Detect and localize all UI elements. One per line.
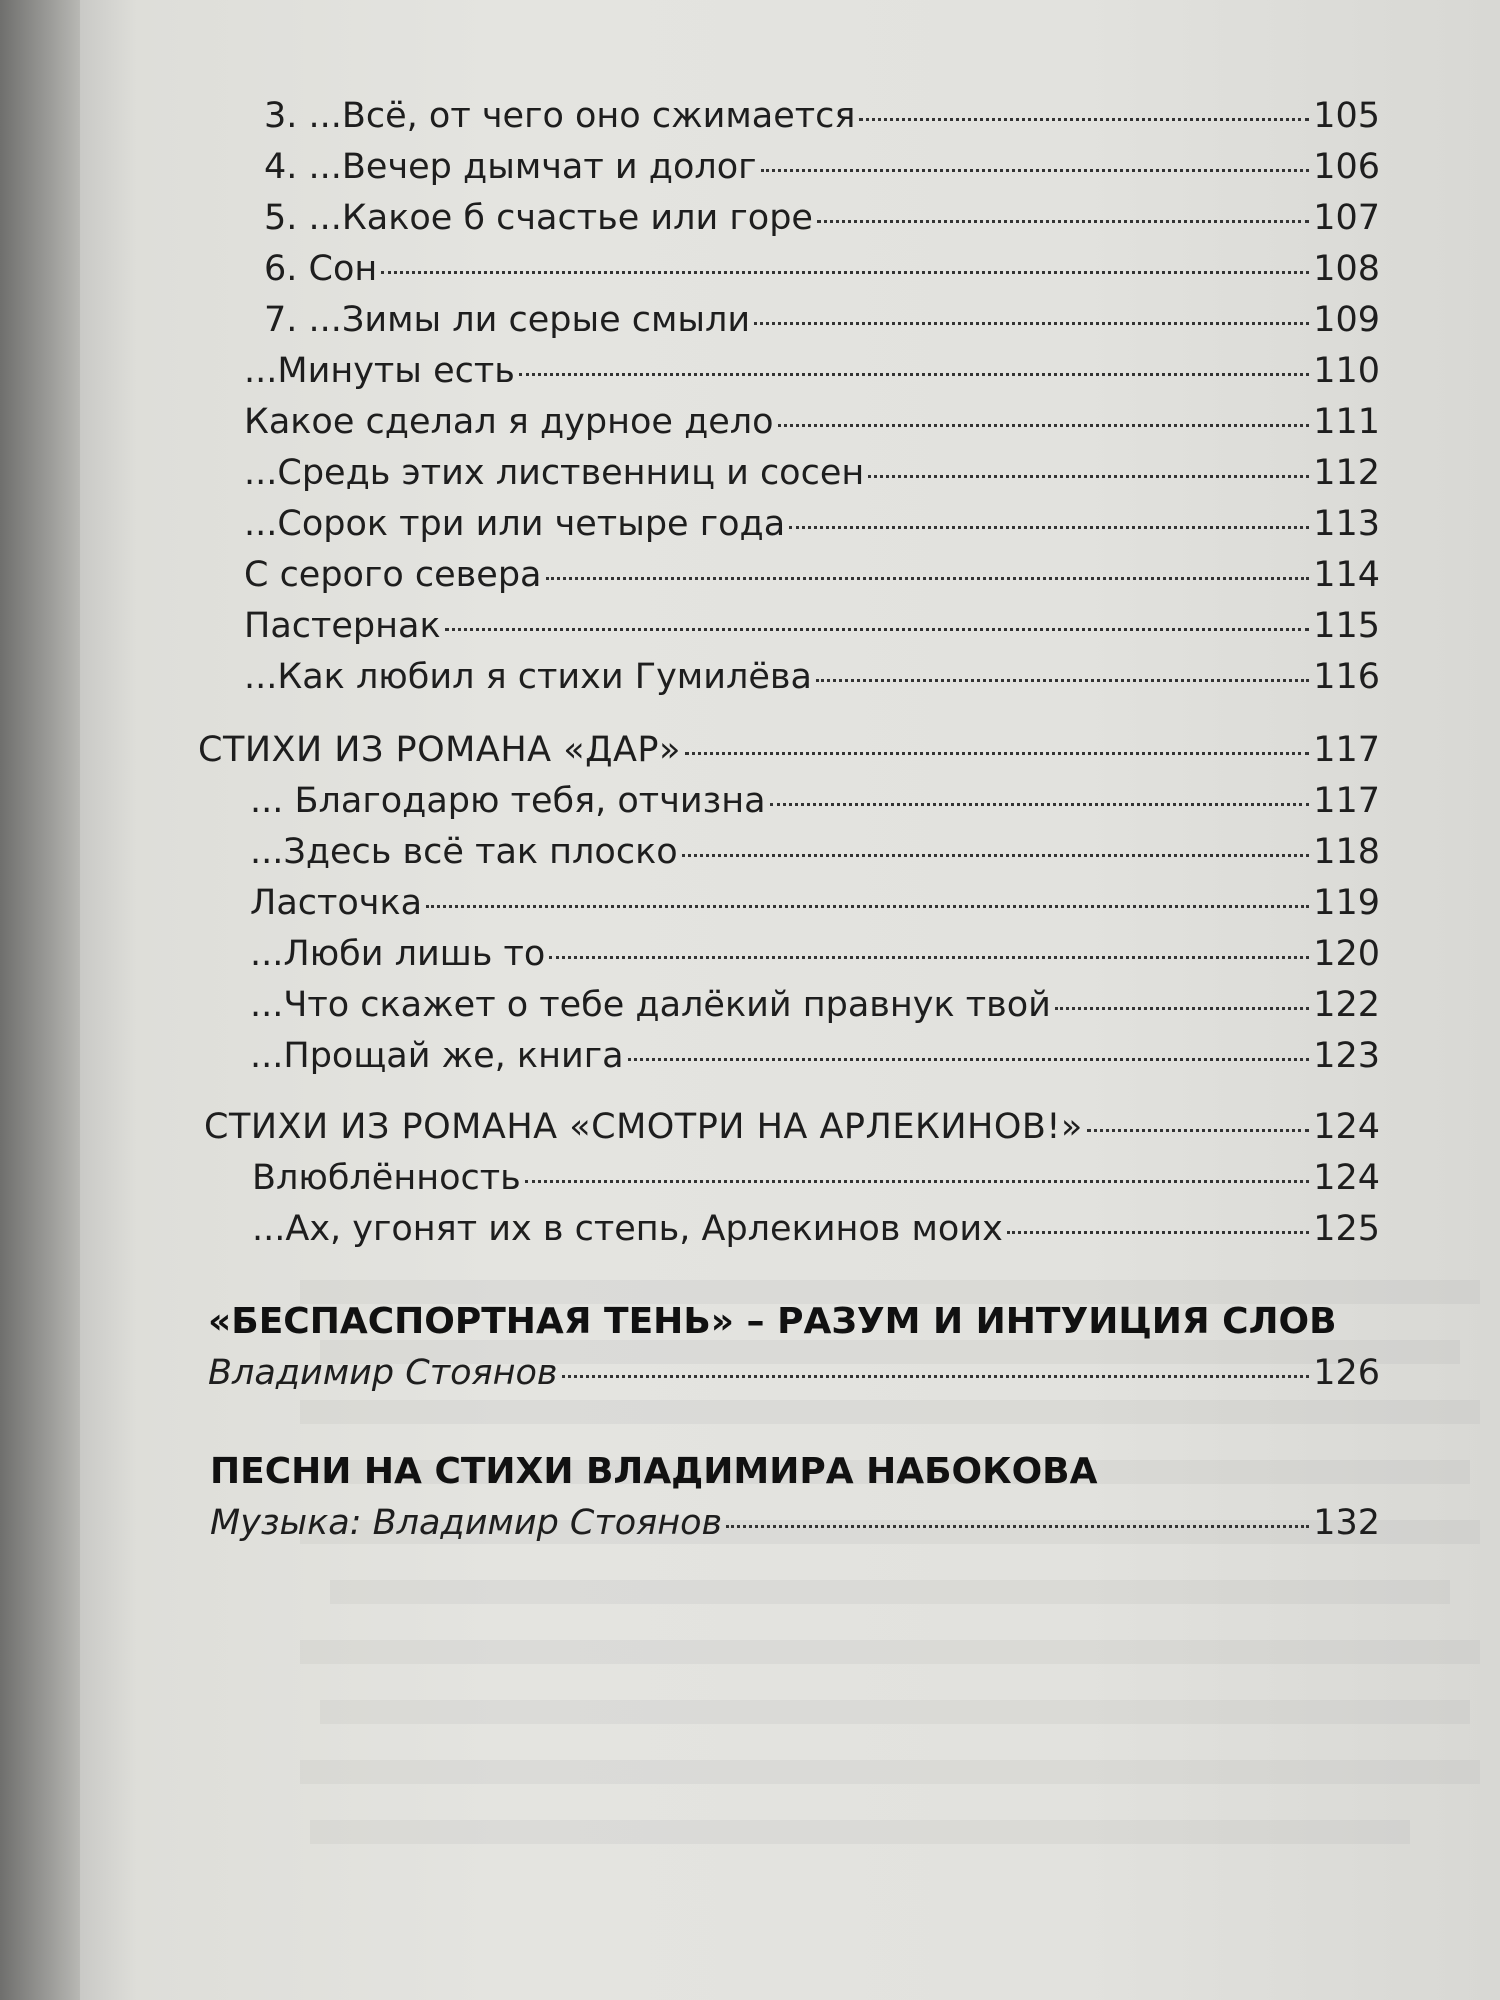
dot-leader: [685, 752, 1309, 755]
toc-entry-songs[interactable]: [210, 1501, 1380, 1545]
page-number: 108: [1313, 249, 1380, 289]
dot-leader: [789, 526, 1309, 529]
dot-leader: [770, 803, 1310, 806]
toc-entry[interactable]: [264, 298, 1380, 342]
page-number: 124: [1313, 1158, 1380, 1198]
page-number: 106: [1313, 147, 1380, 187]
dot-leader: [549, 956, 1309, 959]
dot-leader: [546, 577, 1310, 580]
toc-entry[interactable]: [250, 1034, 1380, 1078]
dot-leader: [1055, 1007, 1309, 1010]
toc-entry[interactable]: [252, 1156, 1380, 1200]
entry-title: С серого севера: [244, 555, 542, 595]
toc-entry[interactable]: [250, 983, 1380, 1027]
page-number: 117: [1313, 781, 1380, 821]
page-number: 116: [1313, 657, 1380, 697]
entry-title: ...Что скажет о тебе далёкий правнук твой: [250, 985, 1051, 1025]
page-number: 132: [1313, 1503, 1380, 1543]
entry-title: ... Благодарю тебя, отчизна: [250, 781, 766, 821]
page-number: 124: [1313, 1107, 1380, 1147]
page-number: 119: [1313, 883, 1380, 923]
dot-leader: [628, 1058, 1310, 1061]
page-number: 123: [1313, 1036, 1380, 1076]
dot-leader: [426, 905, 1309, 908]
toc-entry[interactable]: [250, 881, 1380, 925]
dot-leader: [816, 679, 1309, 682]
toc-entry[interactable]: [244, 553, 1380, 597]
page-number: 120: [1313, 934, 1380, 974]
entry-title: 4. ...Вечер дымчат и долог: [264, 147, 757, 187]
dot-leader: [778, 424, 1310, 427]
page-number: 105: [1313, 96, 1380, 136]
toc-entry[interactable]: [264, 196, 1380, 240]
toc-entry[interactable]: [244, 451, 1380, 495]
toc-entry[interactable]: [244, 604, 1380, 648]
dot-leader: [726, 1525, 1309, 1528]
dot-leader: [859, 118, 1309, 121]
dot-leader: [1087, 1129, 1309, 1132]
toc-entry[interactable]: [250, 932, 1380, 976]
entry-title: ...Ах, угонят их в степь, Арлекинов моих: [252, 1209, 1003, 1249]
toc-entry[interactable]: [264, 145, 1380, 189]
toc-entry[interactable]: [250, 779, 1380, 823]
songs-heading: ПЕСНИ НА СТИХИ ВЛАДИМИРА НАБОКОВА: [210, 1451, 1098, 1492]
entry-title: ...Сорок три или четыре года: [244, 504, 786, 544]
entry-title: Какое сделал я дурное дело: [244, 402, 774, 442]
dot-leader: [1007, 1231, 1309, 1234]
dot-leader: [519, 373, 1309, 376]
entry-author: Музыка: Владимир Стоянов: [210, 1503, 723, 1543]
entry-title: Влюблённость: [252, 1158, 521, 1198]
page-number: 107: [1313, 198, 1380, 238]
page-number: 122: [1313, 985, 1380, 1025]
page-number: 110: [1313, 351, 1380, 391]
dot-leader: [761, 169, 1310, 172]
toc-entry[interactable]: [250, 830, 1380, 874]
entry-author: Владимир Стоянов: [208, 1353, 558, 1393]
toc-entry[interactable]: [244, 349, 1380, 393]
entry-title: ...Как любил я стихи Гумилёва: [244, 657, 812, 697]
toc-section-dar[interactable]: [198, 728, 1380, 772]
essay-heading: «БЕСПАСПОРТНАЯ ТЕНЬ» – РАЗУМ И ИНТУИЦИЯ СЛОВ: [208, 1301, 1337, 1342]
page-number: 114: [1313, 555, 1380, 595]
entry-title: 3. ...Всё, от чего оно сжимается: [264, 96, 856, 136]
toc-entry[interactable]: [264, 247, 1380, 291]
toc-entry[interactable]: [264, 94, 1380, 138]
page-number: 118: [1313, 832, 1380, 872]
toc-entry-essay[interactable]: [208, 1351, 1380, 1395]
page-number: 117: [1313, 730, 1380, 770]
entry-title: Ласточка: [250, 883, 423, 923]
dot-leader: [817, 220, 1309, 223]
entry-title: ...Прощай же, книга: [250, 1036, 624, 1076]
dot-leader: [525, 1180, 1309, 1183]
entry-title: ...Здесь всё так плоско: [250, 832, 678, 872]
dot-leader: [381, 271, 1309, 274]
entry-title: 5. ...Какое б счастье или горе: [264, 198, 813, 238]
dot-leader: [754, 322, 1309, 325]
page-number: 113: [1313, 504, 1380, 544]
entry-title: Пастернак: [244, 606, 441, 646]
toc-entry[interactable]: [244, 400, 1380, 444]
entry-title: ...Средь этих лиственниц и сосен: [244, 453, 865, 493]
toc-entry[interactable]: [244, 502, 1380, 546]
dot-leader: [445, 628, 1310, 631]
entry-title: ...Люби лишь то: [250, 934, 546, 974]
toc-section-arlekiny[interactable]: [204, 1105, 1380, 1149]
page-number: 109: [1313, 300, 1380, 340]
page-number: 111: [1313, 402, 1380, 442]
entry-title: 6. Сон: [264, 249, 378, 289]
page-number: 115: [1313, 606, 1380, 646]
toc-entry[interactable]: [252, 1207, 1380, 1251]
entry-title: 7. ...Зимы ли серые смыли: [264, 300, 751, 340]
dot-leader: [868, 475, 1309, 478]
section-title: СТИХИ ИЗ РОМАНА «ДАР»: [198, 730, 681, 770]
section-title: СТИХИ ИЗ РОМАНА «СМОТРИ НА АРЛЕКИНОВ!»: [204, 1107, 1083, 1147]
page-number: 126: [1313, 1353, 1380, 1393]
page-number: 112: [1313, 453, 1380, 493]
entry-title: ...Минуты есть: [244, 351, 515, 391]
dot-leader: [682, 854, 1310, 857]
toc-entry[interactable]: [244, 655, 1380, 699]
dot-leader: [562, 1375, 1310, 1378]
page-number: 125: [1313, 1209, 1380, 1249]
